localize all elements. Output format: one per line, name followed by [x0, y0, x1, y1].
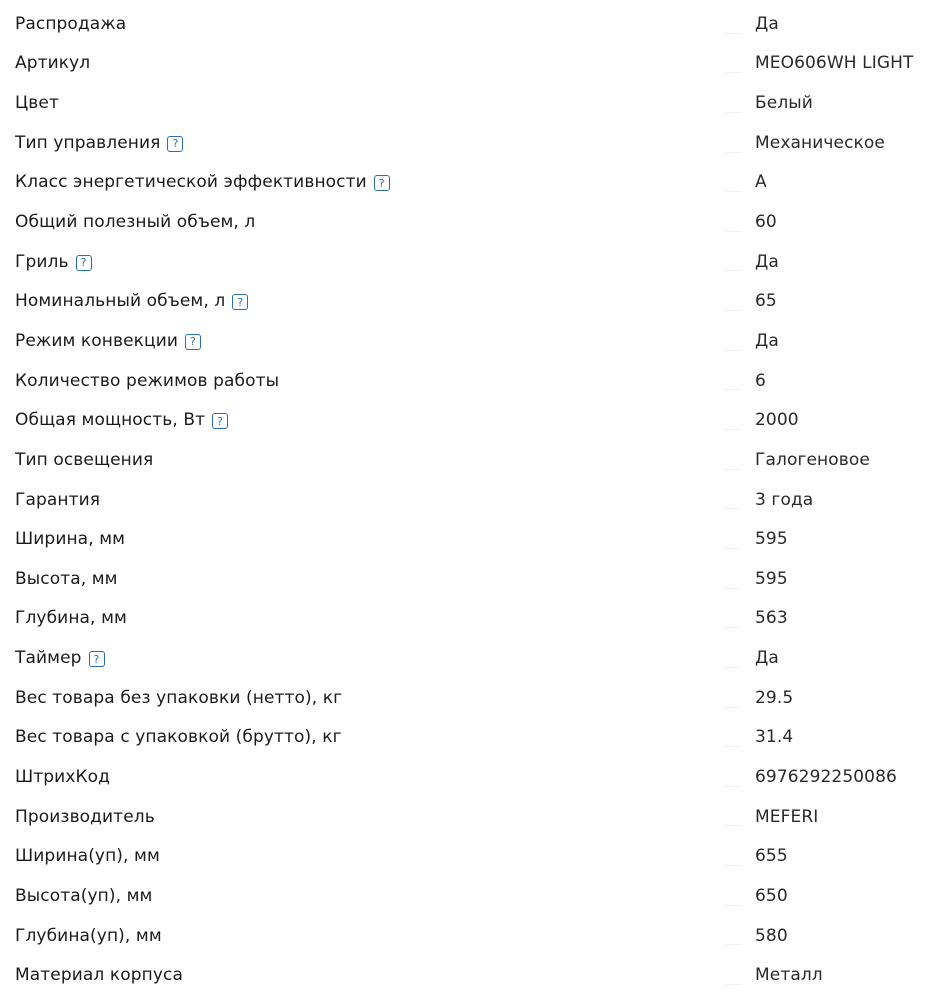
help-icon[interactable]: ?	[89, 651, 105, 667]
help-icon[interactable]: ?	[167, 136, 183, 152]
spec-label-cell	[0, 767, 725, 787]
spec-divider	[725, 389, 741, 390]
spec-row	[0, 400, 928, 440]
spec-divider	[725, 112, 741, 113]
spec-label-cell	[0, 608, 725, 628]
spec-divider	[725, 469, 741, 470]
spec-row	[0, 361, 928, 401]
spec-divider	[725, 429, 741, 430]
spec-row	[0, 638, 928, 678]
spec-label: Производитель	[15, 806, 155, 827]
spec-row	[0, 559, 928, 599]
spec-divider	[725, 786, 741, 787]
spec-row	[0, 44, 928, 84]
spec-value: 580	[755, 925, 788, 946]
spec-divider	[725, 350, 741, 351]
spec-value: 595	[755, 529, 788, 550]
spec-divider	[725, 508, 741, 509]
spec-row	[0, 123, 928, 163]
spec-value: 3 года	[755, 489, 814, 510]
spec-label-cell	[0, 846, 725, 866]
spec-row	[0, 757, 928, 797]
spec-label: Гриль	[15, 251, 69, 272]
spec-row	[0, 599, 928, 639]
help-icon[interactable]: ?	[185, 334, 201, 350]
spec-value: Галогеновое	[755, 449, 870, 470]
spec-label: Вес товара без упаковки (нетто), кг	[15, 687, 343, 708]
spec-label-cell	[0, 291, 725, 311]
spec-label: Тип освещения	[15, 449, 154, 470]
spec-label: Таймер	[15, 648, 82, 669]
spec-label: Распродажа	[15, 13, 127, 34]
spec-value: Механическое	[755, 132, 885, 153]
spec-label-cell	[0, 886, 725, 906]
spec-label-cell	[0, 212, 725, 232]
spec-row	[0, 440, 928, 480]
spec-divider	[725, 984, 741, 985]
help-icon[interactable]: ?	[76, 255, 92, 271]
spec-label-cell	[0, 727, 725, 747]
spec-label: Количество режимов работы	[15, 370, 280, 391]
spec-label: Ширина(уп), мм	[15, 846, 160, 867]
spec-label-cell	[0, 490, 725, 510]
spec-value: Да	[755, 13, 779, 34]
spec-row	[0, 83, 928, 123]
spec-divider	[725, 33, 741, 34]
spec-value: MEFERI	[755, 806, 819, 827]
spec-value: Да	[755, 330, 779, 351]
spec-value: 31.4	[755, 727, 794, 748]
spec-value: 60	[755, 212, 777, 233]
help-icon[interactable]: ?	[374, 175, 390, 191]
spec-label-cell	[0, 807, 725, 827]
spec-label: Артикул	[15, 53, 91, 74]
spec-label: Тип управления	[15, 132, 161, 153]
spec-row	[0, 876, 928, 916]
spec-divider	[725, 865, 741, 866]
spec-label-cell	[0, 371, 725, 391]
spec-label-cell	[0, 14, 725, 34]
spec-label: Общий полезный объем, л	[15, 212, 256, 233]
spec-label: Гарантия	[15, 489, 101, 510]
spec-value: MEO606WH LIGHT	[755, 53, 914, 74]
spec-label: Класс энергетической эффективности	[15, 172, 367, 193]
spec-label: Общая мощность, Вт	[15, 410, 206, 431]
spec-value: 563	[755, 608, 788, 629]
spec-divider	[725, 825, 741, 826]
spec-label: Цвет	[15, 93, 59, 114]
spec-divider	[725, 72, 741, 73]
spec-label: Глубина(уп), мм	[15, 925, 162, 946]
spec-row	[0, 519, 928, 559]
spec-divider	[725, 270, 741, 271]
spec-value: Белый	[755, 93, 813, 114]
spec-row	[0, 916, 928, 956]
spec-value: 650	[755, 885, 788, 906]
spec-divider	[725, 905, 741, 906]
spec-label-cell	[0, 331, 725, 351]
spec-row	[0, 202, 928, 242]
help-icon[interactable]: ?	[212, 413, 228, 429]
spec-value: 6976292250086	[755, 766, 897, 787]
spec-label: Номинальный объем, л	[15, 291, 226, 312]
spec-label: Глубина, мм	[15, 608, 127, 629]
spec-label-cell	[0, 529, 725, 549]
spec-label: Вес товара с упаковкой (брутто), кг	[15, 727, 342, 748]
spec-value: 595	[755, 568, 788, 589]
spec-label: Высота, мм	[15, 568, 118, 589]
spec-label-cell	[0, 93, 725, 113]
spec-divider	[725, 667, 741, 668]
spec-divider	[725, 707, 741, 708]
spec-row	[0, 163, 928, 203]
spec-label-cell	[0, 648, 725, 668]
spec-row	[0, 797, 928, 837]
spec-value: Да	[755, 251, 779, 272]
spec-label-cell	[0, 133, 725, 153]
spec-label-cell	[0, 410, 725, 430]
spec-divider	[725, 548, 741, 549]
spec-label: Ширина, мм	[15, 529, 126, 550]
spec-divider	[725, 310, 741, 311]
spec-divider	[725, 746, 741, 747]
spec-label: ШтрихКод	[15, 766, 111, 787]
spec-label-cell	[0, 252, 725, 272]
help-icon[interactable]: ?	[232, 294, 248, 310]
spec-value: A	[755, 172, 767, 193]
spec-value: Металл	[755, 965, 823, 986]
spec-divider	[725, 152, 741, 153]
spec-value: 29.5	[755, 687, 794, 708]
spec-label-cell	[0, 53, 725, 73]
spec-row	[0, 321, 928, 361]
spec-row	[0, 4, 928, 44]
spec-row	[0, 836, 928, 876]
spec-divider	[725, 627, 741, 628]
spec-value: 65	[755, 291, 777, 312]
spec-row	[0, 678, 928, 718]
spec-value: Да	[755, 648, 779, 669]
spec-label-cell	[0, 688, 725, 708]
spec-divider	[725, 191, 741, 192]
spec-label-cell	[0, 926, 725, 946]
spec-label-cell	[0, 965, 725, 985]
spec-row	[0, 955, 928, 995]
spec-label-cell	[0, 172, 725, 192]
spec-row	[0, 242, 928, 282]
spec-value: 655	[755, 846, 788, 867]
spec-row	[0, 281, 928, 321]
spec-label: Высота(уп), мм	[15, 885, 153, 906]
spec-label-cell	[0, 450, 725, 470]
spec-divider	[725, 944, 741, 945]
spec-label-cell	[0, 569, 725, 589]
spec-label: Режим конвекции	[15, 330, 178, 351]
spec-row	[0, 480, 928, 520]
spec-divider	[725, 588, 741, 589]
spec-row	[0, 718, 928, 758]
spec-value: 2000	[755, 410, 799, 431]
spec-divider	[725, 231, 741, 232]
spec-value: 6	[755, 370, 766, 391]
spec-label: Материал корпуса	[15, 965, 183, 986]
